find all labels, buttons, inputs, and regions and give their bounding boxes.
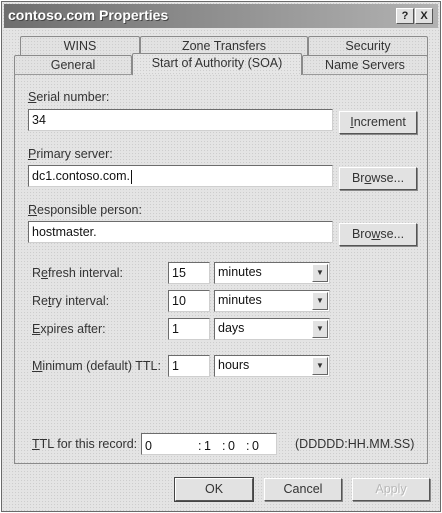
refresh-interval-input[interactable]: 15	[168, 262, 210, 284]
ttl-days: 0	[145, 439, 152, 453]
help-button[interactable]: ?	[396, 8, 414, 24]
minimum-ttl-unit-value: hours	[218, 358, 250, 372]
record-ttl-label: TTL for this record:	[32, 437, 138, 451]
text-caret	[131, 170, 132, 184]
cancel-button[interactable]: Cancel	[264, 478, 342, 501]
ttl-hours: 1	[204, 439, 211, 453]
primary-server-input[interactable]: dc1.contoso.com.	[28, 165, 333, 187]
retry-interval-input[interactable]: 10	[168, 290, 210, 312]
tab-name-servers[interactable]: Name Servers	[302, 55, 428, 75]
responsible-person-input[interactable]: hostmaster.	[28, 221, 333, 243]
retry-interval-unit-select[interactable]	[214, 290, 330, 312]
record-ttl-input[interactable]	[141, 433, 277, 455]
refresh-interval-unit-value: minutes	[218, 265, 262, 279]
ttl-separator: :	[198, 439, 202, 453]
chevron-down-icon[interactable]: ▼	[312, 264, 328, 282]
expires-after-unit-value: days	[218, 321, 245, 335]
ttl-seconds: 0	[252, 439, 259, 453]
ttl-minutes: 0	[228, 439, 235, 453]
tab-start-of-authority[interactable]: Start of Authority (SOA)	[132, 53, 302, 75]
expires-after-label: Expires after:	[32, 322, 106, 336]
chevron-down-icon[interactable]: ▼	[312, 357, 328, 375]
expires-after-unit-select[interactable]	[214, 318, 330, 340]
ttl-separator: :	[222, 439, 226, 453]
expires-after-input[interactable]: 1	[168, 318, 210, 340]
ok-button[interactable]: OK	[175, 478, 253, 501]
increment-button[interactable]: Increment	[339, 111, 417, 134]
chevron-down-icon[interactable]: ▼	[312, 292, 328, 310]
properties-dialog	[1, 1, 441, 512]
window-title: contoso.com Properties	[8, 7, 169, 23]
ttl-format-hint: (DDDDD:HH.MM.SS)	[295, 437, 415, 451]
browse-primary-server-button[interactable]: Browse...	[339, 167, 417, 190]
tab-security[interactable]: Security	[308, 36, 428, 56]
minimum-ttl-input[interactable]: 1	[168, 355, 210, 377]
responsible-person-label: Responsible person:	[28, 203, 142, 217]
retry-interval-unit-value: minutes	[218, 293, 262, 307]
serial-number-label: Serial number:	[28, 90, 110, 104]
title-bar	[4, 4, 438, 28]
minimum-ttl-label: Minimum (default) TTL:	[32, 359, 161, 373]
apply-button[interactable]: Apply	[352, 478, 430, 501]
minimum-ttl-unit-select[interactable]	[214, 355, 330, 377]
retry-interval-label: Retry interval:	[32, 294, 110, 308]
tab-zone-transfers[interactable]: Zone Transfers	[140, 36, 308, 56]
tab-wins[interactable]: WINS	[20, 36, 140, 56]
tab-general[interactable]: General	[14, 55, 132, 75]
refresh-interval-label: Refresh interval:	[32, 266, 124, 280]
chevron-down-icon[interactable]: ▼	[312, 320, 328, 338]
refresh-interval-unit-select[interactable]	[214, 262, 330, 284]
serial-number-input[interactable]: 34	[28, 109, 333, 131]
close-button[interactable]: X	[415, 8, 433, 24]
primary-server-label: Primary server:	[28, 147, 113, 161]
browse-responsible-person-button[interactable]: Browse...	[339, 223, 417, 246]
ttl-separator: :	[246, 439, 250, 453]
